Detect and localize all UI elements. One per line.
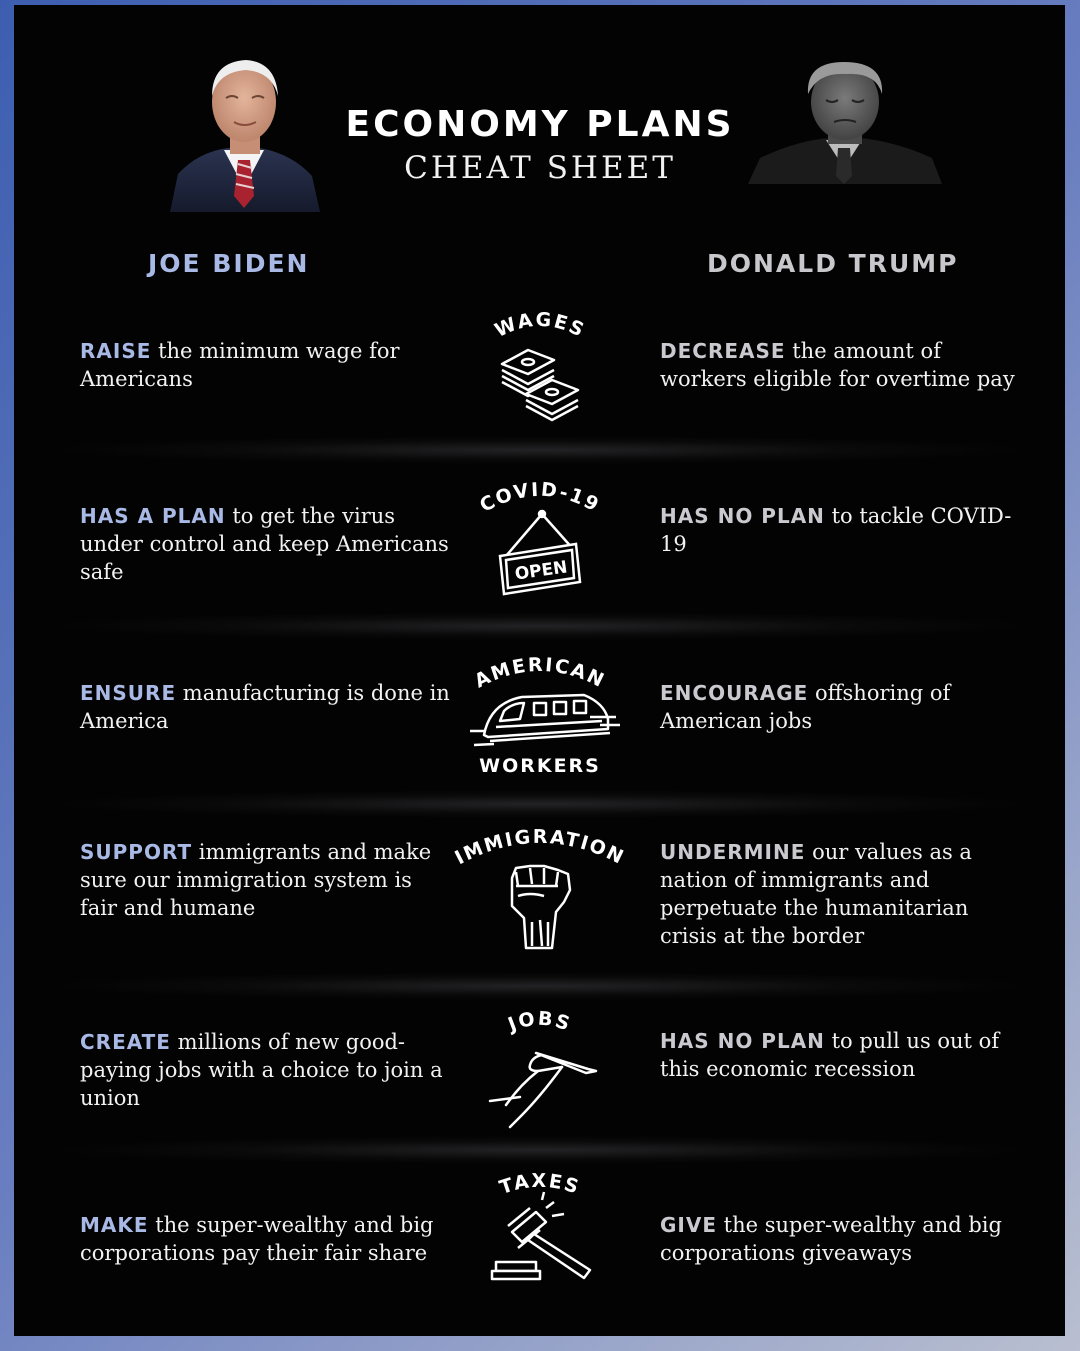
wages-trump-text bbox=[660, 337, 1030, 393]
covid-trump-text bbox=[660, 502, 1030, 558]
row-divider bbox=[60, 1136, 1020, 1164]
workers-label: WORKERS bbox=[479, 755, 601, 777]
covid-trump-keyword: HAS NO PLAN bbox=[660, 504, 825, 528]
taxes-trump-detail: the super-wealthy and big corporations giveaways bbox=[660, 1213, 1002, 1265]
workers-biden-detail: manufacturing is done in America bbox=[80, 681, 450, 733]
immigration-biden-detail: immigrants and make sure our immigration system is fair and humane bbox=[80, 840, 432, 920]
covid-topic bbox=[470, 470, 610, 600]
page-title: ECONOMY PLANS bbox=[345, 104, 735, 145]
wages-biden-text bbox=[80, 337, 450, 393]
workers-topic bbox=[460, 645, 620, 755]
taxes-label: TAXES bbox=[496, 1169, 584, 1199]
jobs-trump-keyword: HAS NO PLAN bbox=[660, 1029, 825, 1053]
immigration-trump-detail: our values as a nation of immigrants and perpetuate the humanitarian crisis at the border bbox=[660, 840, 972, 948]
immigration-trump-keyword: UNDERMINE bbox=[660, 840, 806, 864]
row-divider bbox=[60, 612, 1020, 640]
jobs-biden-text bbox=[80, 1028, 450, 1112]
workers-biden-text bbox=[80, 679, 450, 735]
taxes-trump-text bbox=[660, 1211, 1030, 1267]
covid-trump-detail: to tackle COVID-19 bbox=[660, 504, 1012, 556]
wages-trump-detail: the amount of workers eligible for overtime pay bbox=[660, 339, 1015, 391]
covid-biden-detail: to get the virus under control and keep Americans safe bbox=[80, 504, 449, 584]
workers-trump-text bbox=[660, 679, 1030, 735]
american-label: AMERICAN bbox=[471, 653, 609, 693]
page-subtitle: CHEAT SHEET bbox=[404, 150, 676, 186]
jobs-biden-keyword: CREATE bbox=[80, 1030, 171, 1054]
taxes-trump-keyword: GIVE bbox=[660, 1213, 717, 1237]
immigration-biden-keyword: SUPPORT bbox=[80, 840, 193, 864]
wages-biden-keyword: RAISE bbox=[80, 339, 152, 363]
covid-biden-text bbox=[80, 502, 450, 586]
immigration-label: IMMIGRATION bbox=[451, 825, 629, 870]
candidate-right-name: DONALD TRUMP bbox=[707, 249, 959, 278]
jobs-trump-detail: to pull us out of this economic recession bbox=[660, 1029, 1000, 1081]
candidate-left-name: JOE BIDEN bbox=[148, 249, 310, 278]
row-divider bbox=[60, 790, 1020, 818]
jobs-biden-detail: millions of new good-paying jobs with a choice to join a union bbox=[80, 1030, 443, 1110]
row-divider bbox=[60, 436, 1020, 464]
gavel-icon bbox=[492, 1192, 590, 1279]
jobs-label: JOBS bbox=[505, 1007, 575, 1036]
taxes-biden-keyword: MAKE bbox=[80, 1213, 149, 1237]
wages-trump-keyword: DECREASE bbox=[660, 339, 786, 363]
row-divider bbox=[60, 972, 1020, 1000]
jobs-trump-text bbox=[660, 1027, 1030, 1083]
train-icon bbox=[470, 695, 620, 745]
taxes-biden-text bbox=[80, 1211, 450, 1267]
covid-biden-keyword: HAS A PLAN bbox=[80, 504, 226, 528]
wages-topic bbox=[470, 300, 610, 435]
workers-biden-keyword: ENSURE bbox=[80, 681, 177, 705]
immigration-trump-text bbox=[660, 838, 1030, 950]
workers-trump-detail: offshoring of American jobs bbox=[660, 681, 951, 733]
raised-fist-icon bbox=[512, 866, 570, 948]
hand-signing-icon bbox=[490, 1053, 596, 1127]
taxes-topic bbox=[480, 1170, 610, 1290]
workers-trump-keyword: ENCOURAGE bbox=[660, 681, 809, 705]
money-stack-icon bbox=[502, 350, 578, 420]
immigration-topic bbox=[440, 822, 640, 952]
jobs-topic bbox=[480, 1005, 610, 1135]
immigration-biden-text bbox=[80, 838, 450, 922]
open-sign-icon bbox=[500, 511, 580, 594]
covid-label: COVID-19 bbox=[476, 478, 604, 517]
taxes-biden-detail: the super-wealthy and big corporations pay their fair share bbox=[80, 1213, 434, 1265]
wages-label: WAGES bbox=[491, 308, 589, 343]
wages-biden-detail: the minimum wage for Americans bbox=[80, 339, 400, 391]
open-sign-label: OPEN bbox=[513, 557, 569, 585]
